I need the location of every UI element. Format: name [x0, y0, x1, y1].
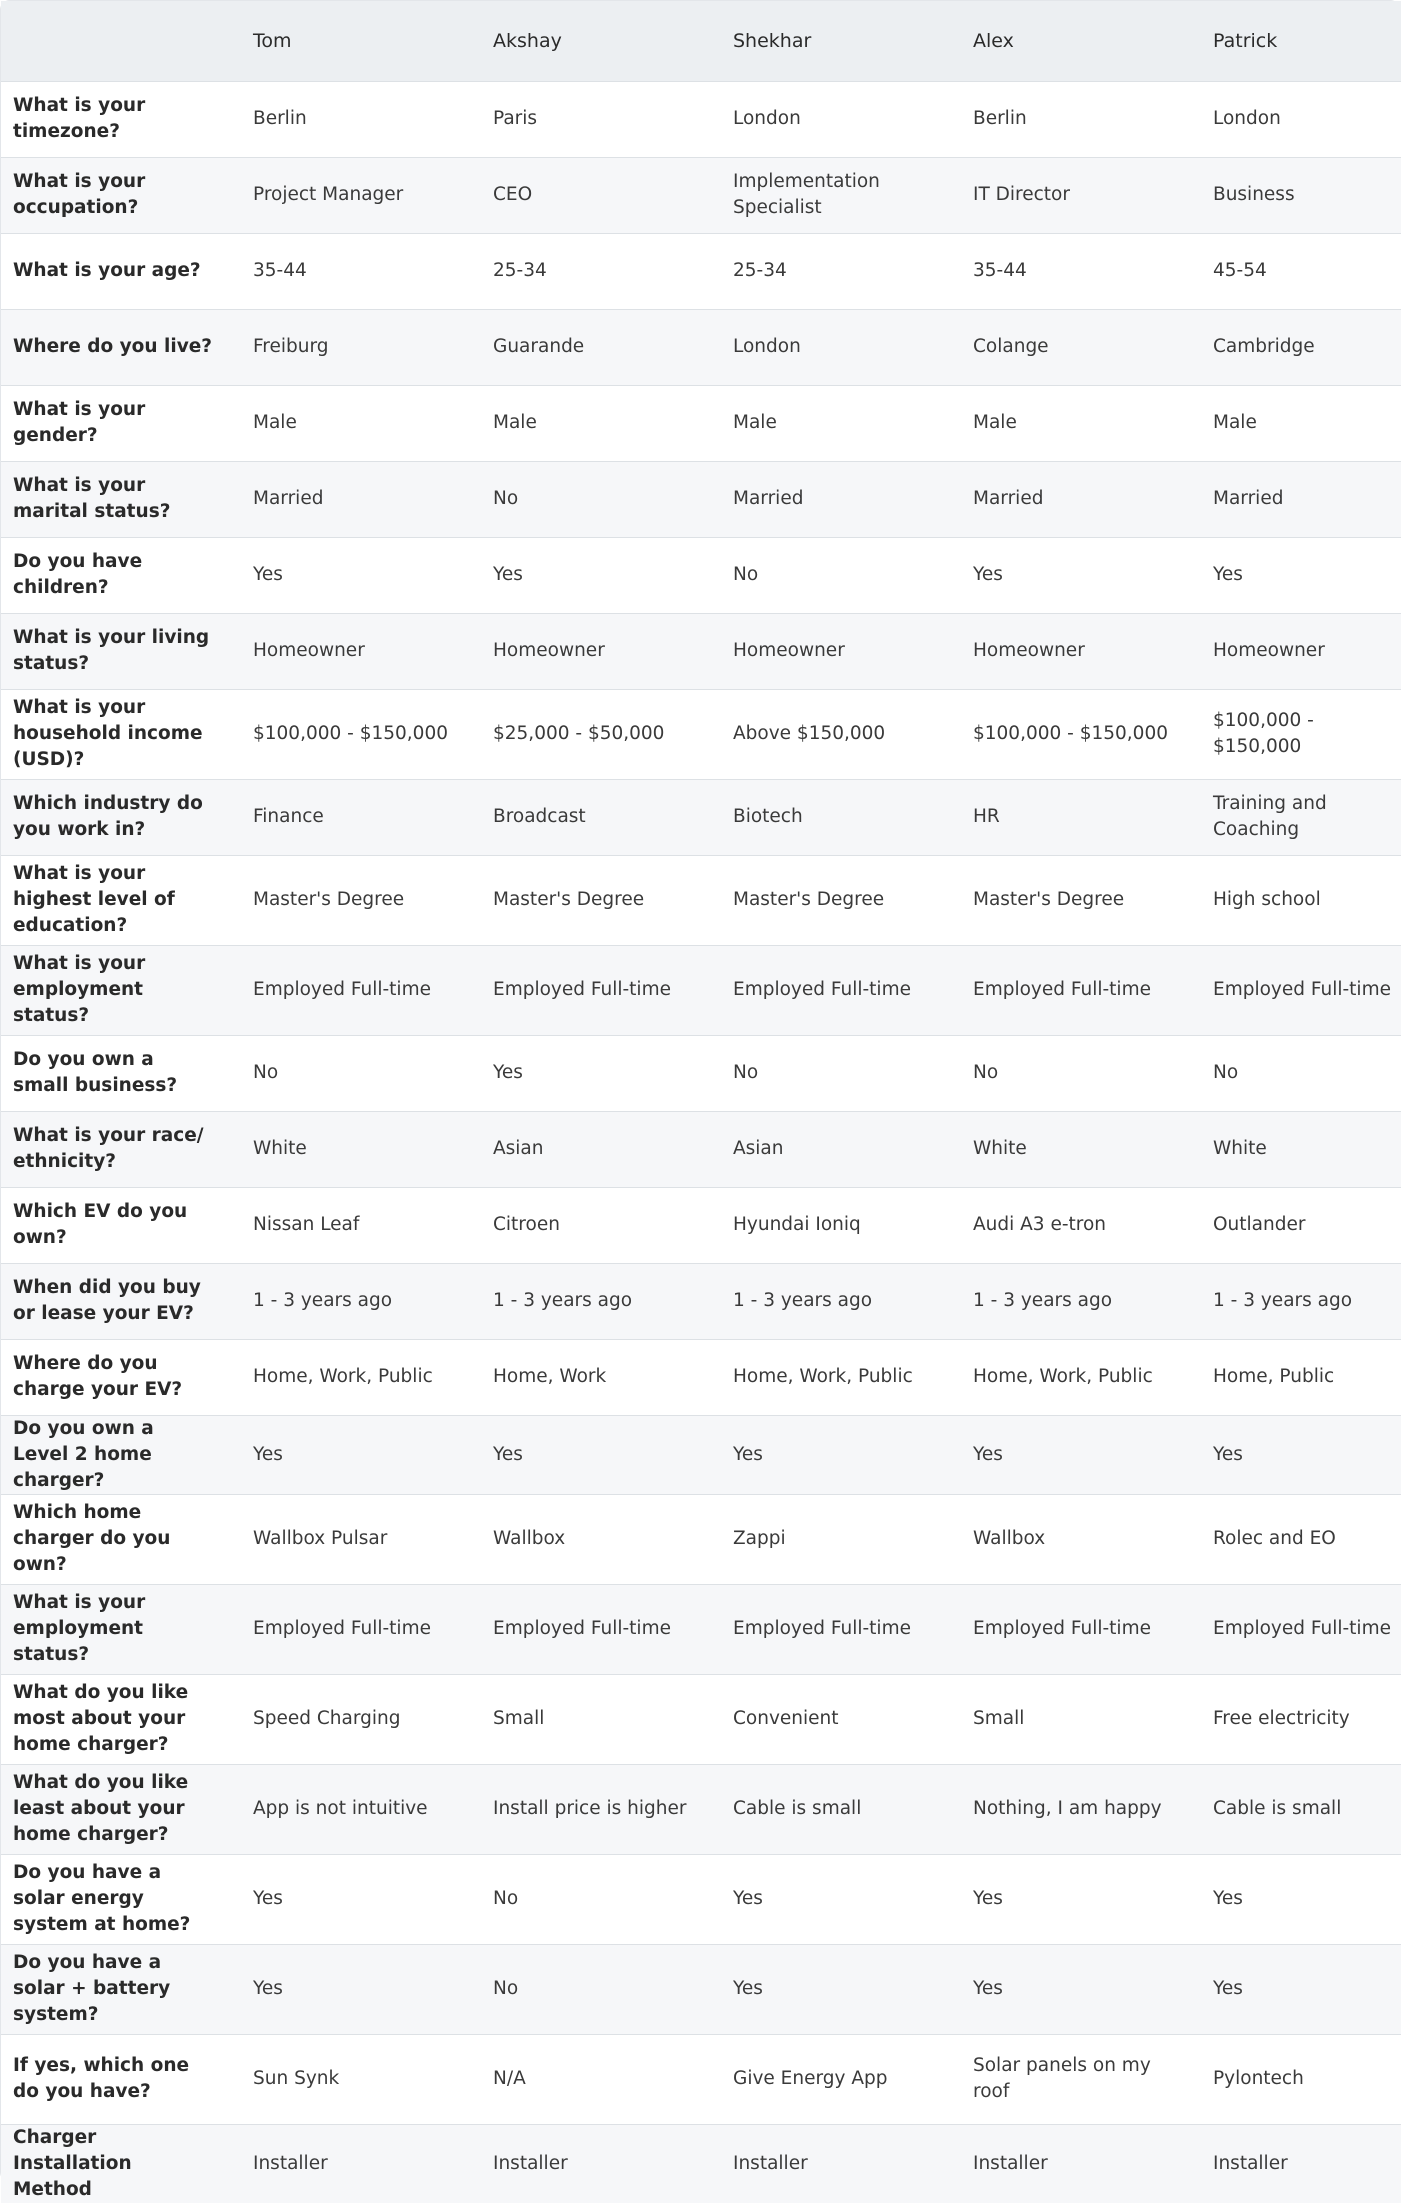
table-row: [1, 1674, 1401, 1764]
answer-cell-shekhar: Yes: [733, 1978, 763, 1999]
table-row: [1, 1035, 1401, 1111]
answer-cell-patrick: Outlander: [1213, 1214, 1306, 1235]
question-cell: What is your age?: [13, 260, 201, 281]
answer-cell-alex: Married: [973, 488, 1044, 509]
answer-cell-alex: $100,000 - $150,000: [973, 723, 1168, 744]
table-body: [1, 81, 1401, 2203]
question-cell: When did you buy or lease your EV?: [13, 1277, 201, 1324]
answer-cell-patrick: Yes: [1213, 1888, 1243, 1909]
question-cell: Do you own a Level 2 home charger?: [13, 1417, 154, 1491]
answer-cell-shekhar: Zappi: [733, 1528, 786, 1549]
answer-cell-tom: Married: [253, 488, 324, 509]
answer-cell-shekhar: No: [733, 1062, 759, 1083]
answer-cell-tom: Master's Degree: [253, 889, 405, 910]
answer-cell-shekhar: Implementation Specialist: [733, 171, 880, 218]
table-row: [1, 613, 1401, 689]
question-cell: If yes, which one do you have?: [13, 2055, 190, 2102]
answer-cell-shekhar: Give Energy App: [733, 2068, 888, 2089]
answer-cell-shekhar: Home, Work, Public: [733, 1366, 913, 1387]
answer-cell-akshay: N/A: [493, 2068, 526, 2089]
answer-cell-akshay: Paris: [493, 108, 538, 129]
answer-cell-patrick: Married: [1213, 488, 1284, 509]
answer-cell-tom: Speed Charging: [253, 1708, 401, 1729]
answer-cell-patrick: Yes: [1213, 564, 1243, 585]
answer-cell-tom: Employed Full-time: [253, 1618, 431, 1639]
answer-cell-akshay: Home, Work: [493, 1366, 607, 1387]
answer-cell-patrick: White: [1213, 1138, 1267, 1159]
answer-cell-akshay: Yes: [493, 564, 523, 585]
question-cell: Which EV do you own?: [13, 1201, 188, 1248]
answer-cell-alex: Master's Degree: [973, 889, 1125, 910]
answer-cell-alex: White: [973, 1138, 1027, 1159]
answer-cell-alex: Yes: [973, 1888, 1003, 1909]
answer-cell-alex: Employed Full-time: [973, 979, 1151, 1000]
answer-cell-shekhar: Married: [733, 488, 804, 509]
answer-cell-patrick: Cambridge: [1213, 336, 1315, 357]
answer-cell-patrick: Male: [1213, 412, 1257, 433]
answer-cell-tom: $100,000 - $150,000: [253, 723, 448, 744]
answer-cell-patrick: Yes: [1213, 1443, 1243, 1465]
answer-cell-tom: Male: [253, 412, 297, 433]
question-cell: What is your gender?: [13, 399, 146, 446]
answer-cell-tom: Employed Full-time: [253, 979, 431, 1000]
table-row: [1, 945, 1401, 1035]
answer-cell-tom: Installer: [253, 2152, 328, 2174]
column-header-patrick: Patrick: [1213, 29, 1278, 52]
answer-cell-alex: Colange: [973, 336, 1049, 357]
table-row: [1, 779, 1401, 855]
answer-cell-akshay: $25,000 - $50,000: [493, 723, 665, 744]
question-cell: Where do you charge your EV?: [13, 1353, 183, 1400]
answer-cell-patrick: Rolec and EO: [1213, 1528, 1336, 1549]
question-cell: What is your household income (USD)?: [13, 697, 203, 770]
answer-cell-shekhar: Cable is small: [733, 1798, 862, 1819]
answer-cell-shekhar: 25-34: [733, 260, 787, 281]
table-row: [1, 309, 1401, 385]
answer-cell-alex: Nothing, I am happy: [973, 1798, 1162, 1819]
question-cell: What is your marital status?: [13, 475, 171, 522]
answer-cell-akshay: Small: [493, 1708, 545, 1729]
answer-cell-shekhar: Male: [733, 412, 777, 433]
answer-cell-alex: Homeowner: [973, 640, 1085, 661]
answer-cell-akshay: Yes: [493, 1062, 523, 1083]
answer-cell-akshay: Broadcast: [493, 806, 586, 827]
answer-cell-alex: Solar panels on my roof: [973, 2055, 1151, 2102]
answer-cell-akshay: 25-34: [493, 260, 547, 281]
answer-cell-tom: Yes: [253, 564, 283, 585]
answer-cell-shekhar: London: [733, 108, 801, 129]
answer-cell-alex: Audi A3 e-tron: [973, 1214, 1107, 1235]
answer-cell-tom: Sun Synk: [253, 2068, 340, 2089]
answer-cell-shekhar: Employed Full-time: [733, 1618, 911, 1639]
answer-cell-akshay: Installer: [493, 2152, 568, 2174]
answer-cell-tom: White: [253, 1138, 307, 1159]
answer-cell-alex: Employed Full-time: [973, 1618, 1151, 1639]
answer-cell-shekhar: Biotech: [733, 806, 803, 827]
answer-cell-tom: App is not intuitive: [253, 1798, 428, 1819]
answer-cell-akshay: No: [493, 1978, 519, 1999]
column-header-tom: Tom: [253, 29, 292, 52]
answer-cell-alex: Wallbox: [973, 1528, 1046, 1549]
answer-cell-shekhar: Yes: [733, 1888, 763, 1909]
column-header-alex: Alex: [973, 29, 1014, 52]
answer-cell-alex: IT Director: [973, 184, 1070, 205]
answer-cell-tom: Yes: [253, 1978, 283, 1999]
answer-cell-patrick: Homeowner: [1213, 640, 1325, 661]
answer-cell-patrick: Business: [1213, 184, 1295, 205]
table-row: [1, 461, 1401, 537]
survey-comparison-table: [1, 1, 1401, 2203]
table-row: [1, 855, 1401, 945]
question-cell: What is your timezone?: [13, 95, 146, 142]
answer-cell-shekhar: Hyundai Ioniq: [733, 1214, 861, 1235]
table-row: [1, 1187, 1401, 1263]
answer-cell-patrick: Employed Full-time: [1213, 1618, 1391, 1639]
column-header-akshay: Akshay: [493, 29, 562, 52]
answer-cell-patrick: High school: [1213, 889, 1321, 910]
answer-cell-alex: Home, Work, Public: [973, 1366, 1153, 1387]
answer-cell-patrick: Employed Full-time: [1213, 979, 1391, 1000]
answer-cell-patrick: 45-54: [1213, 260, 1267, 281]
answer-cell-tom: 35-44: [253, 260, 307, 281]
answer-cell-akshay: Install price is higher: [493, 1798, 687, 1819]
answer-cell-patrick: London: [1213, 108, 1281, 129]
answer-cell-akshay: Employed Full-time: [493, 979, 671, 1000]
table-row: [1, 1415, 1401, 1494]
table-row: [1, 1111, 1401, 1187]
answer-cell-alex: 1 - 3 years ago: [973, 1290, 1113, 1311]
question-cell: What is your employment status?: [13, 953, 146, 1026]
table-row: [1, 233, 1401, 309]
table-row: [1, 1339, 1401, 1415]
answer-cell-alex: Yes: [973, 1978, 1003, 1999]
question-cell: Do you own a small business?: [13, 1049, 178, 1096]
table-row: [1, 1494, 1401, 1584]
answer-cell-akshay: Employed Full-time: [493, 1618, 671, 1639]
answer-cell-alex: Berlin: [973, 108, 1027, 129]
answer-cell-tom: 1 - 3 years ago: [253, 1290, 393, 1311]
answer-cell-shekhar: 1 - 3 years ago: [733, 1290, 873, 1311]
answer-cell-shekhar: Employed Full-time: [733, 979, 911, 1000]
answer-cell-shekhar: No: [733, 564, 759, 585]
table-row: [1, 537, 1401, 613]
question-cell: Where do you live?: [13, 336, 213, 357]
answer-cell-shekhar: Homeowner: [733, 640, 845, 661]
answer-cell-shekhar: Master's Degree: [733, 889, 885, 910]
answer-cell-akshay: Master's Degree: [493, 889, 645, 910]
answer-cell-shekhar: London: [733, 336, 801, 357]
answer-cell-tom: Berlin: [253, 108, 307, 129]
answer-cell-alex: Male: [973, 412, 1017, 433]
table-row: [1, 1764, 1401, 1854]
answer-cell-tom: Yes: [253, 1443, 283, 1465]
answer-cell-patrick: No: [1213, 1062, 1239, 1083]
question-cell: What do you like most about your home charger?: [13, 1682, 189, 1755]
answer-cell-patrick: Cable is small: [1213, 1798, 1342, 1819]
answer-cell-alex: 35-44: [973, 260, 1027, 281]
question-cell: What is your employment status?: [13, 1592, 146, 1665]
answer-cell-tom: Wallbox Pulsar: [253, 1528, 388, 1549]
answer-cell-patrick: 1 - 3 years ago: [1213, 1290, 1353, 1311]
header-row: [1, 1, 1401, 81]
table-row: [1, 157, 1401, 233]
table-row: [1, 1854, 1401, 1944]
answer-cell-akshay: Male: [493, 412, 537, 433]
table-row: [1, 2034, 1401, 2124]
table-row: [1, 1263, 1401, 1339]
answer-cell-akshay: No: [493, 1888, 519, 1909]
question-cell: Which home charger do you own?: [13, 1502, 171, 1575]
answer-cell-tom: Yes: [253, 1888, 283, 1909]
answer-cell-tom: No: [253, 1062, 279, 1083]
question-cell: Do you have a solar + battery system?: [13, 1952, 171, 2025]
table-row: [1, 1584, 1401, 1674]
answer-cell-patrick: Training and Coaching: [1213, 793, 1327, 840]
answer-cell-alex: Yes: [973, 564, 1003, 585]
answer-cell-shekhar: Yes: [733, 1443, 763, 1465]
answer-cell-patrick: Free electricity: [1213, 1708, 1350, 1729]
answer-cell-shekhar: Above $150,000: [733, 723, 886, 744]
question-cell: What is your occupation?: [13, 171, 146, 218]
answer-cell-akshay: CEO: [493, 184, 533, 205]
answer-cell-patrick: $100,000 - $150,000: [1213, 710, 1314, 757]
answer-cell-shekhar: Convenient: [733, 1708, 839, 1729]
answer-cell-alex: Installer: [973, 2152, 1048, 2174]
answer-cell-akshay: No: [493, 488, 519, 509]
answer-cell-tom: Project Manager: [253, 184, 404, 205]
header-corner-cell: [1, 1, 241, 81]
answer-cell-patrick: Home, Public: [1213, 1366, 1335, 1387]
question-cell: What is your highest level of education?: [13, 863, 175, 936]
answer-cell-akshay: Homeowner: [493, 640, 605, 661]
answer-cell-tom: Finance: [253, 806, 324, 827]
answer-cell-akshay: Asian: [493, 1138, 544, 1159]
table-row: [1, 1944, 1401, 2034]
answer-cell-patrick: Yes: [1213, 1978, 1243, 1999]
column-header-shekhar: Shekhar: [733, 29, 812, 52]
table-row: [1, 689, 1401, 779]
table-row: [1, 2124, 1401, 2203]
answer-cell-alex: Small: [973, 1708, 1025, 1729]
answer-cell-alex: No: [973, 1062, 999, 1083]
answer-cell-akshay: Guarande: [493, 336, 585, 357]
answer-cell-tom: Freiburg: [253, 336, 329, 357]
answer-cell-akshay: Wallbox: [493, 1528, 566, 1549]
answer-cell-alex: HR: [973, 806, 1000, 827]
answer-cell-patrick: Pylontech: [1213, 2068, 1304, 2089]
answer-cell-tom: Nissan Leaf: [253, 1214, 360, 1235]
answer-cell-akshay: Citroen: [493, 1214, 560, 1235]
question-cell: What is your race/ ethnicity?: [13, 1125, 204, 1172]
answer-cell-patrick: Installer: [1213, 2152, 1288, 2174]
answer-cell-akshay: 1 - 3 years ago: [493, 1290, 633, 1311]
answer-cell-shekhar: Installer: [733, 2152, 808, 2174]
question-cell: What is your living status?: [13, 627, 210, 674]
question-cell: Which industry do you work in?: [13, 793, 203, 840]
question-cell: Charger Installation Method: [13, 2126, 132, 2200]
table-row: [1, 385, 1401, 461]
answer-cell-akshay: Yes: [493, 1443, 523, 1465]
question-cell: Do you have a solar energy system at home?: [13, 1862, 191, 1935]
answer-cell-shekhar: Asian: [733, 1138, 784, 1159]
answer-cell-tom: Home, Work, Public: [253, 1366, 433, 1387]
question-cell: Do you have children?: [13, 551, 143, 598]
answer-cell-tom: Homeowner: [253, 640, 365, 661]
answer-cell-alex: Yes: [973, 1443, 1003, 1465]
question-cell: What do you like least about your home charger?: [13, 1772, 189, 1845]
table-row: [1, 81, 1401, 157]
